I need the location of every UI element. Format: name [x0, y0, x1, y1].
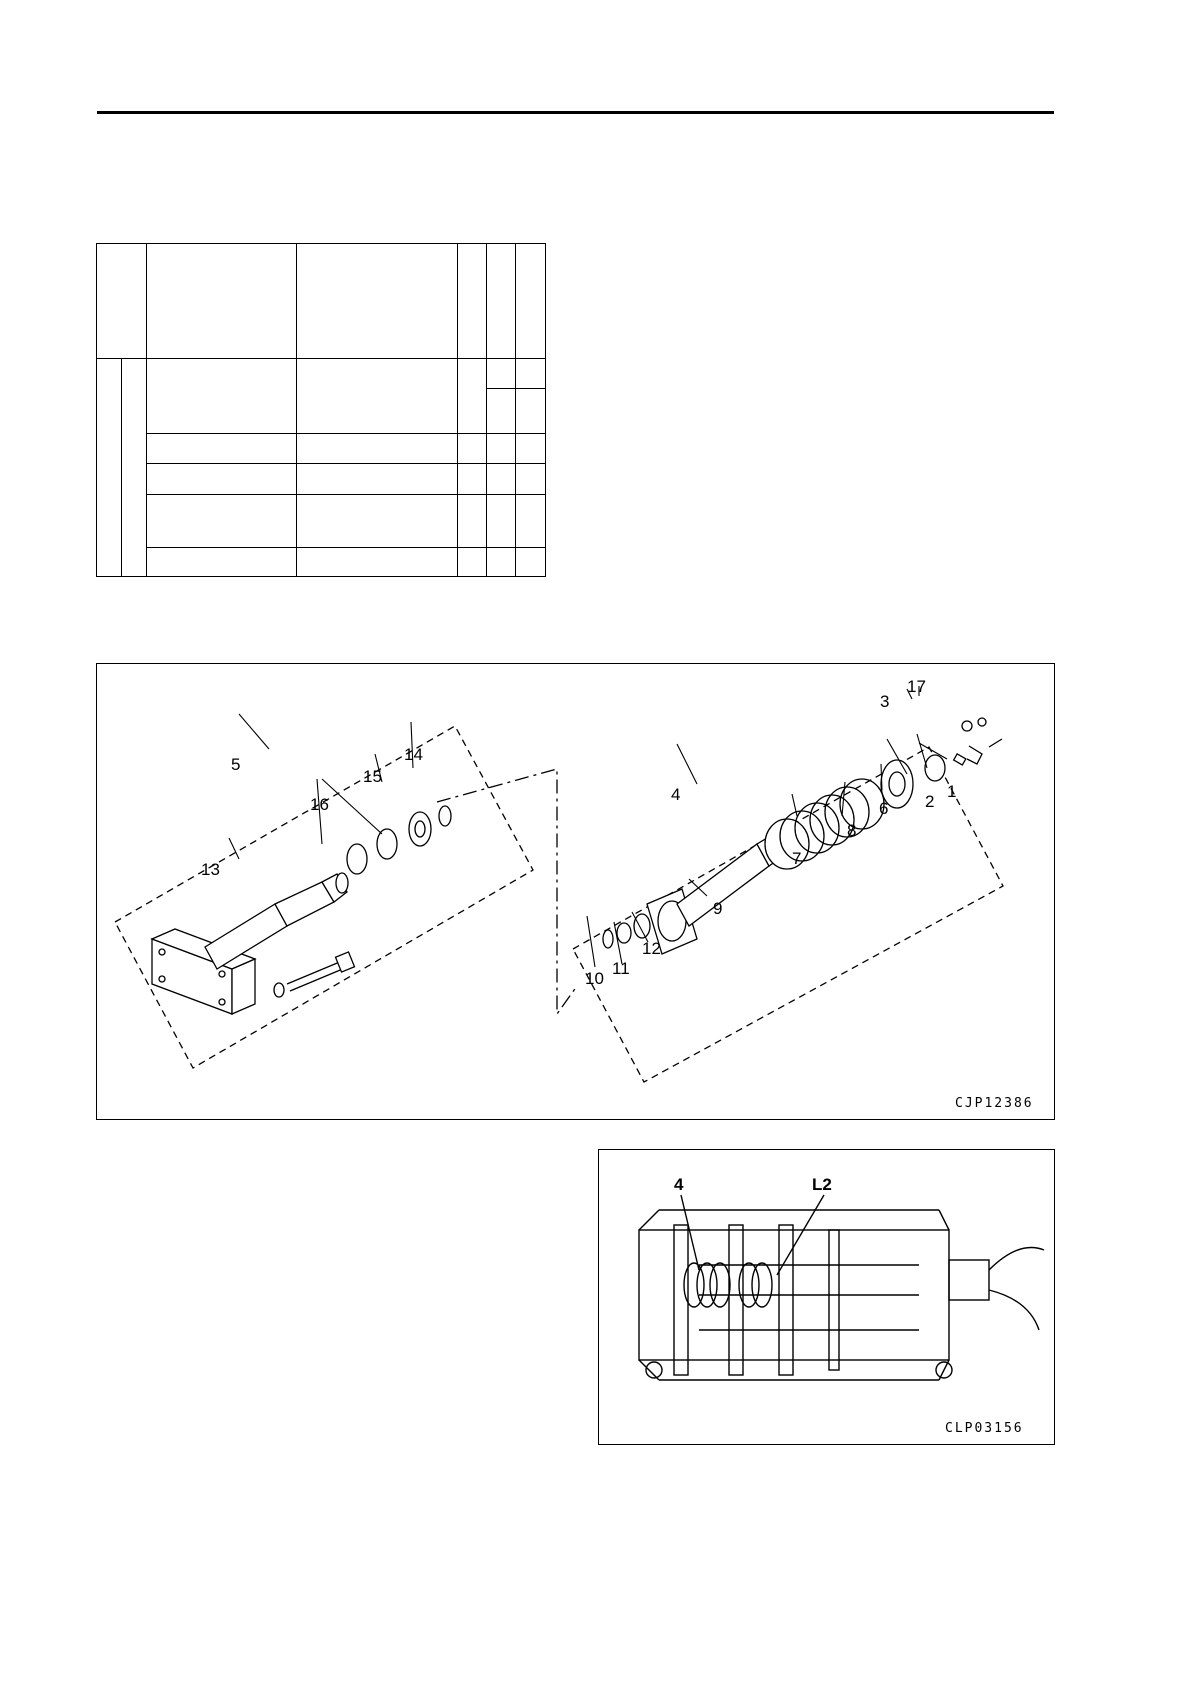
group-4-boundary — [573, 747, 1003, 1082]
fitting-17 — [978, 718, 986, 726]
callout-10: 10 — [585, 969, 604, 988]
callout-17: 17 — [907, 677, 926, 696]
ring-10 — [603, 930, 613, 948]
callout-4: 4 — [674, 1175, 684, 1194]
press-figure — [598, 1149, 1055, 1445]
callout-L2: L2 — [812, 1175, 832, 1194]
fitting-3 — [962, 721, 972, 731]
callout-9: 9 — [713, 899, 723, 918]
callout-5: 5 — [231, 755, 241, 774]
snap-ring-14 — [439, 806, 451, 826]
callout-7: 7 — [792, 849, 802, 868]
callout-15: 15 — [363, 767, 382, 786]
figure-code: CJP12386 — [955, 1096, 1034, 1111]
exploded-view-figure — [96, 663, 1055, 1120]
callout-4: 4 — [671, 785, 681, 804]
callout-3: 3 — [880, 692, 890, 711]
nut-6 — [925, 755, 945, 781]
table-row — [97, 359, 546, 389]
bearing-15 — [409, 812, 431, 846]
table-header-row — [97, 244, 546, 359]
callout-2: 2 — [925, 792, 935, 811]
lock-2 — [954, 754, 966, 765]
table-row — [97, 434, 546, 464]
bolt — [274, 952, 354, 997]
callout-11: 11 — [612, 959, 630, 978]
exploded-view-drawing — [97, 664, 1054, 1119]
press-drawing — [599, 1150, 1054, 1444]
ring-16a — [347, 844, 367, 874]
ring-12 — [634, 914, 650, 938]
bracket-1 — [967, 746, 982, 764]
spring-part-7 — [765, 779, 884, 869]
header-rule — [97, 111, 1054, 114]
link-line — [437, 769, 577, 1014]
callout-12: 12 — [642, 939, 661, 958]
bracket-part-13 — [152, 873, 348, 1014]
callout-13: 13 — [201, 860, 220, 879]
callout-14: 14 — [404, 745, 423, 764]
table-row — [97, 548, 546, 577]
ring-16b — [377, 829, 397, 859]
callout-8: 8 — [847, 821, 857, 840]
ring-11 — [617, 923, 631, 943]
table-row — [97, 495, 546, 548]
table-row — [97, 464, 546, 495]
figure-code: CLP03156 — [945, 1421, 1024, 1436]
callout-1: 1 — [947, 782, 957, 801]
callout-6: 6 — [879, 799, 889, 818]
tools-table — [96, 243, 546, 577]
callout-16: 16 — [310, 795, 329, 814]
spring — [684, 1263, 772, 1307]
